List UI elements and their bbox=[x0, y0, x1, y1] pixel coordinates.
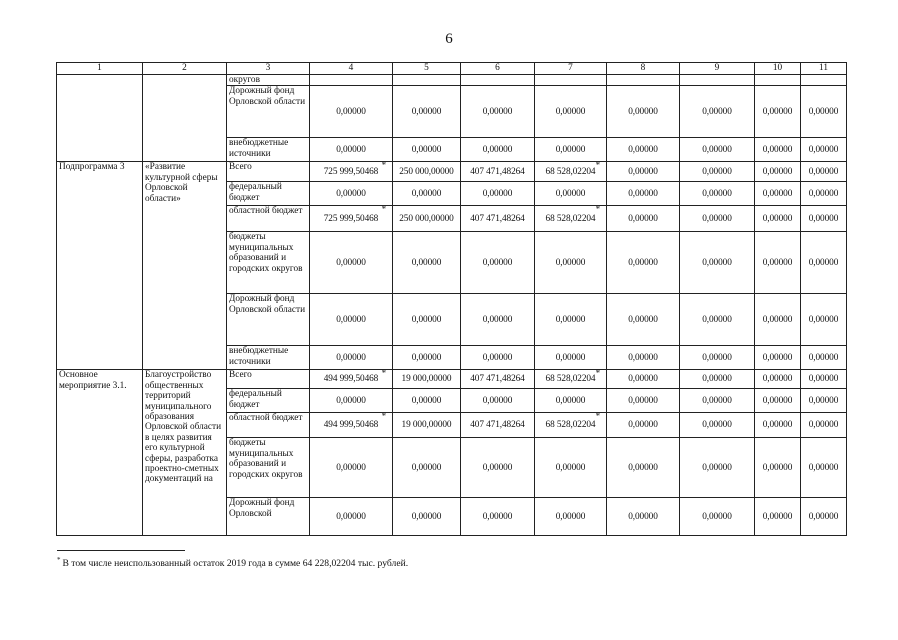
value-cell: 407 471,48264 bbox=[461, 413, 535, 438]
header-cell: 11 bbox=[801, 63, 847, 75]
value-cell: 0,00000 bbox=[755, 413, 801, 438]
value-cell: 0,00000 bbox=[393, 498, 461, 536]
value-cell: 407 471,48264 bbox=[461, 370, 535, 389]
funding-source: Всего bbox=[227, 370, 310, 389]
value-cell: 0,00000 bbox=[535, 438, 607, 498]
funding-source: бюджеты муниципальных образований и городских округов bbox=[227, 232, 310, 294]
program-name: Подпрограмма 3 bbox=[57, 162, 143, 370]
value-cell bbox=[310, 162, 393, 182]
value-cell: 0,00000 bbox=[607, 232, 680, 294]
funding-source: областной бюджет bbox=[227, 206, 310, 232]
header-cell: 2 bbox=[143, 63, 227, 75]
value-cell: 0,00000 bbox=[310, 86, 393, 138]
value-text: 494 999,50468 bbox=[323, 420, 379, 431]
header-cell: 6 bbox=[461, 63, 535, 75]
footnote bbox=[57, 556, 408, 569]
value-cell: 0,00000 bbox=[755, 86, 801, 138]
funding-source: округов bbox=[227, 75, 310, 86]
value-cell: 0,00000 bbox=[310, 294, 393, 346]
header-cell: 3 bbox=[227, 63, 310, 75]
value-cell: 0,00000 bbox=[607, 206, 680, 232]
value-text: 68 528,02204 bbox=[545, 166, 596, 177]
header-cell: 10 bbox=[755, 63, 801, 75]
footnote-asterisk: * bbox=[595, 369, 600, 379]
program-title: «Развитие культурной сферы Орловской области» bbox=[143, 162, 227, 370]
value-cell: 0,00000 bbox=[393, 294, 461, 346]
value-cell: 0,00000 bbox=[680, 346, 755, 370]
value-cell: 0,00000 bbox=[801, 162, 847, 182]
page-number: 6 bbox=[445, 31, 453, 47]
value-cell: 0,00000 bbox=[801, 138, 847, 162]
footnote-asterisk: * bbox=[381, 161, 386, 171]
footnote-text: В том числе неиспользованный остаток 2019 года в сумме 64 228,02204 тыс. рублей. bbox=[62, 558, 409, 569]
value-cell: 0,00000 bbox=[607, 498, 680, 536]
footnote-mark: * bbox=[57, 556, 61, 564]
value-cell: 0,00000 bbox=[801, 413, 847, 438]
value-cell: 250 000,00000 bbox=[393, 206, 461, 232]
value-cell: 0,00000 bbox=[607, 413, 680, 438]
continued-col2 bbox=[143, 75, 227, 162]
value-cell: 0,00000 bbox=[755, 498, 801, 536]
value-text: 68 528,02204 bbox=[545, 374, 596, 385]
header-row bbox=[57, 63, 847, 75]
value-cell: 0,00000 bbox=[680, 294, 755, 346]
value-cell: 250 000,00000 bbox=[393, 162, 461, 182]
value-cell bbox=[310, 370, 393, 389]
value-cell: 0,00000 bbox=[801, 294, 847, 346]
value-cell: 0,00000 bbox=[607, 389, 680, 413]
value-cell: 0,00000 bbox=[461, 138, 535, 162]
value-cell: 0,00000 bbox=[461, 438, 535, 498]
value-cell: 0,00000 bbox=[535, 232, 607, 294]
value-cell: 0,00000 bbox=[535, 138, 607, 162]
funding-source: федеральный бюджет bbox=[227, 182, 310, 206]
value-cell: 0,00000 bbox=[801, 182, 847, 206]
value-cell: 0,00000 bbox=[393, 232, 461, 294]
value-cell: 0,00000 bbox=[680, 370, 755, 389]
value-cell: 0,00000 bbox=[535, 86, 607, 138]
value-cell: 407 471,48264 bbox=[461, 206, 535, 232]
value-cell: 0,00000 bbox=[535, 498, 607, 536]
value-cell: 0,00000 bbox=[607, 370, 680, 389]
value-text: 725 999,50468 bbox=[323, 166, 379, 177]
value-cell: 0,00000 bbox=[755, 438, 801, 498]
table-row bbox=[57, 370, 847, 389]
header-cell: 4 bbox=[310, 63, 393, 75]
value-cell: 0,00000 bbox=[310, 346, 393, 370]
funding-source: внебюджетные источники bbox=[227, 346, 310, 370]
value-cell: 0,00000 bbox=[801, 346, 847, 370]
header-cell: 9 bbox=[680, 63, 755, 75]
value-cell: 0,00000 bbox=[801, 370, 847, 389]
funding-source: федеральный бюджет bbox=[227, 389, 310, 413]
value-cell: 407 471,48264 bbox=[461, 162, 535, 182]
footnote-divider bbox=[57, 550, 185, 551]
value-cell bbox=[310, 75, 393, 86]
value-cell: 0,00000 bbox=[393, 438, 461, 498]
value-cell: 0,00000 bbox=[680, 162, 755, 182]
value-cell: 0,00000 bbox=[801, 232, 847, 294]
value-cell: 0,00000 bbox=[393, 389, 461, 413]
value-cell: 0,00000 bbox=[607, 182, 680, 206]
value-cell: 0,00000 bbox=[310, 138, 393, 162]
value-cell: 0,00000 bbox=[680, 438, 755, 498]
table-row bbox=[57, 75, 847, 86]
value-cell bbox=[535, 75, 607, 86]
value-cell: 0,00000 bbox=[393, 346, 461, 370]
value-cell bbox=[535, 206, 607, 232]
value-cell: 0,00000 bbox=[755, 346, 801, 370]
value-cell: 0,00000 bbox=[755, 389, 801, 413]
value-cell: 0,00000 bbox=[310, 438, 393, 498]
footnote-asterisk: * bbox=[381, 369, 386, 379]
value-cell: 0,00000 bbox=[535, 294, 607, 346]
header-cell: 7 bbox=[535, 63, 607, 75]
value-cell bbox=[535, 162, 607, 182]
footnote-asterisk: * bbox=[595, 412, 600, 422]
value-cell: 0,00000 bbox=[461, 182, 535, 206]
value-text: 68 528,02204 bbox=[545, 213, 596, 224]
footnote-asterisk: * bbox=[595, 161, 600, 171]
value-cell: 0,00000 bbox=[680, 498, 755, 536]
value-cell: 19 000,00000 bbox=[393, 370, 461, 389]
value-cell: 0,00000 bbox=[680, 86, 755, 138]
value-cell bbox=[535, 413, 607, 438]
header-cell: 8 bbox=[607, 63, 680, 75]
value-text: 68 528,02204 bbox=[545, 420, 596, 431]
value-cell: 0,00000 bbox=[461, 232, 535, 294]
value-cell: 0,00000 bbox=[535, 346, 607, 370]
value-cell: 0,00000 bbox=[607, 138, 680, 162]
value-cell: 0,00000 bbox=[461, 86, 535, 138]
value-cell bbox=[461, 75, 535, 86]
value-cell: 0,00000 bbox=[310, 232, 393, 294]
value-cell bbox=[310, 413, 393, 438]
header-cell: 5 bbox=[393, 63, 461, 75]
measure-title: Благоустройство общественных территорий муниципального образования Орловской области в целях развития его культурной сферы, разработка проектно-сметных документаций на bbox=[143, 370, 227, 536]
value-cell: 0,00000 bbox=[535, 389, 607, 413]
value-cell: 0,00000 bbox=[607, 162, 680, 182]
value-cell: 0,00000 bbox=[801, 389, 847, 413]
value-text: 494 999,50468 bbox=[323, 374, 379, 385]
funding-source: бюджеты муниципальных образований и городских округов bbox=[227, 438, 310, 498]
value-cell: 0,00000 bbox=[461, 346, 535, 370]
header-cell: 1 bbox=[57, 63, 143, 75]
value-cell: 0,00000 bbox=[680, 413, 755, 438]
value-cell: 0,00000 bbox=[755, 206, 801, 232]
value-cell: 0,00000 bbox=[461, 498, 535, 536]
value-cell: 0,00000 bbox=[680, 138, 755, 162]
value-cell: 0,00000 bbox=[755, 294, 801, 346]
value-cell: 0,00000 bbox=[755, 138, 801, 162]
value-cell bbox=[310, 206, 393, 232]
footnote-asterisk: * bbox=[595, 205, 600, 215]
value-cell: 0,00000 bbox=[310, 498, 393, 536]
value-cell bbox=[680, 75, 755, 86]
value-text: 725 999,50468 bbox=[323, 213, 379, 224]
value-cell: 0,00000 bbox=[801, 86, 847, 138]
value-cell: 0,00000 bbox=[755, 232, 801, 294]
value-cell: 0,00000 bbox=[535, 182, 607, 206]
value-cell: 0,00000 bbox=[461, 294, 535, 346]
value-cell: 0,00000 bbox=[680, 232, 755, 294]
value-cell: 0,00000 bbox=[310, 389, 393, 413]
value-cell bbox=[801, 75, 847, 86]
value-cell: 0,00000 bbox=[607, 438, 680, 498]
value-cell: 0,00000 bbox=[607, 86, 680, 138]
value-cell: 0,00000 bbox=[607, 294, 680, 346]
value-cell: 0,00000 bbox=[801, 438, 847, 498]
funding-source: Дорожный фонд Орловской области bbox=[227, 294, 310, 346]
value-cell: 19 000,00000 bbox=[393, 413, 461, 438]
value-cell: 0,00000 bbox=[393, 138, 461, 162]
value-cell: 0,00000 bbox=[393, 86, 461, 138]
continued-col1 bbox=[57, 75, 143, 162]
value-cell bbox=[535, 370, 607, 389]
value-cell: 0,00000 bbox=[801, 498, 847, 536]
funding-source: областной бюджет bbox=[227, 413, 310, 438]
funding-source: внебюджетные источники bbox=[227, 138, 310, 162]
value-cell: 0,00000 bbox=[310, 182, 393, 206]
value-cell: 0,00000 bbox=[801, 206, 847, 232]
budget-table bbox=[56, 62, 847, 536]
value-cell bbox=[755, 75, 801, 86]
value-cell: 0,00000 bbox=[755, 182, 801, 206]
value-cell: 0,00000 bbox=[680, 182, 755, 206]
footnote-asterisk: * bbox=[381, 412, 386, 422]
value-cell bbox=[393, 75, 461, 86]
value-cell: 0,00000 bbox=[755, 370, 801, 389]
value-cell: 0,00000 bbox=[607, 346, 680, 370]
value-cell: 0,00000 bbox=[461, 389, 535, 413]
funding-source: Дорожный фонд Орловской области bbox=[227, 86, 310, 138]
funding-source: Всего bbox=[227, 162, 310, 182]
value-cell: 0,00000 bbox=[680, 389, 755, 413]
footnote-asterisk: * bbox=[381, 205, 386, 215]
table-row bbox=[57, 162, 847, 182]
value-cell: 0,00000 bbox=[393, 182, 461, 206]
funding-source: Дорожный фонд Орловской bbox=[227, 498, 310, 536]
value-cell: 0,00000 bbox=[680, 206, 755, 232]
value-cell: 0,00000 bbox=[755, 162, 801, 182]
value-cell bbox=[607, 75, 680, 86]
measure-name: Основное мероприятие 3.1. bbox=[57, 370, 143, 536]
